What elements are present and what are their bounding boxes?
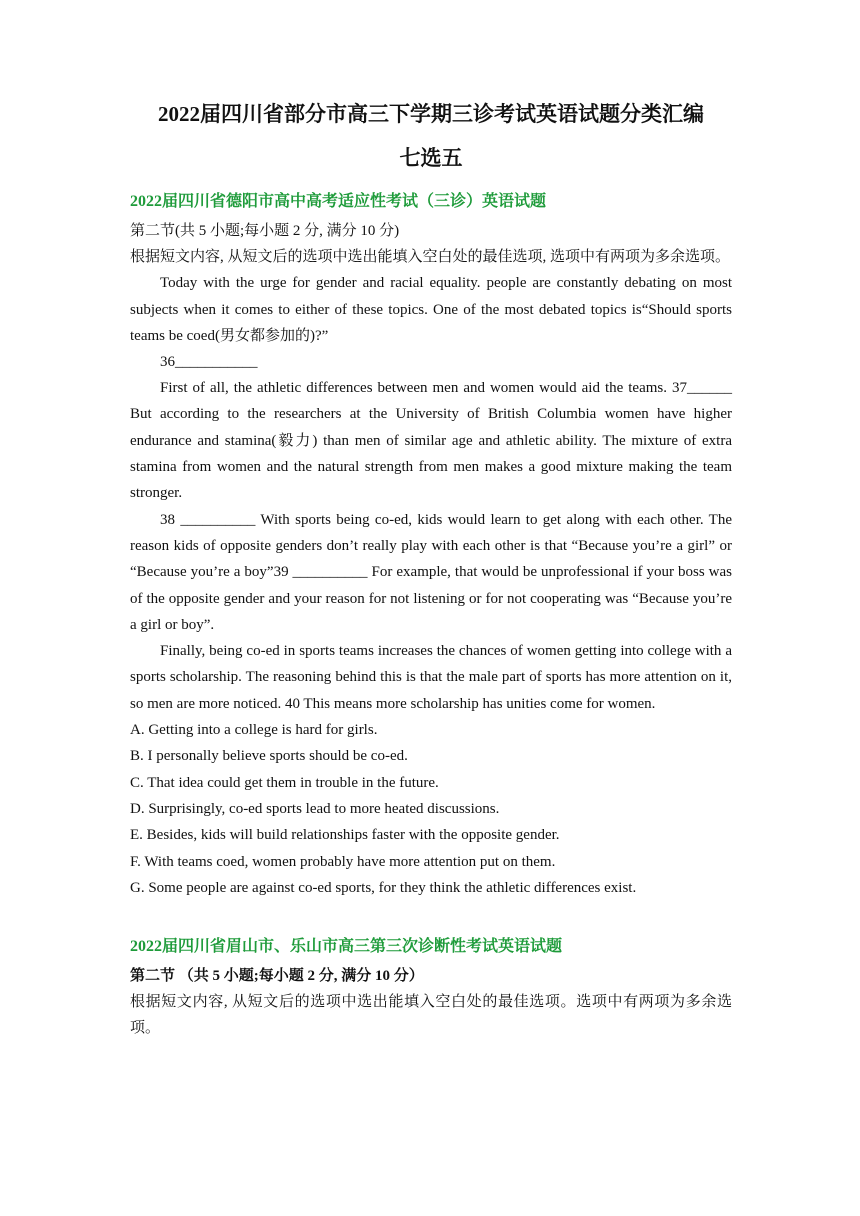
passage-paragraph: 38 __________ With sports being co-ed, kids would learn to get along with each other. The reason kids of opposite genders don’t really play with each other is that “Because you’re a girl” or “Because you’re a boy”39 __________ For example, that would be unprofessional if your boss was of the opposite gender and your reason for not listening or for not cooperating was “Because you’re a girl or boy”. xyxy=(130,511,732,633)
section-instruction: 根据短文内容, 从短文后的选项中选出能填入空白处的最佳选项。选项中有两项为多余选项。 xyxy=(130,994,732,1037)
option-f: F. With teams coed, women probably have more attention put on them. xyxy=(130,853,556,870)
option-g: G. Some people are against co-ed sports, for they think the athletic differences exist. xyxy=(130,879,637,896)
section-subheading: 第二节 （共 5 小题;每小题 2 分, 满分 10 分） xyxy=(130,968,424,985)
passage-blank-36: 36___________ xyxy=(160,354,258,371)
options-list xyxy=(130,717,732,901)
option-c: C. That idea could get them in trouble in the future. xyxy=(130,774,439,791)
document-title-line1: 2022届四川省部分市高三下学期三诊考试英语试题分类汇编 xyxy=(158,102,704,126)
option-b: B. I personally believe sports should be co-ed. xyxy=(130,748,408,765)
passage-paragraph: Finally, being co-ed in sports teams increases the chances of women getting into college with a sports scholarship. The reasoning behind this is that the male part of sports has more attention on it, so men are more noticed. 40 This means more scholarship has unities come for women. xyxy=(130,643,732,712)
option-a: A. Getting into a college is hard for girls. xyxy=(130,722,378,739)
document-page xyxy=(130,92,732,1042)
passage-paragraph: Today with the urge for gender and racial equality. people are constantly debating on most subjects when it comes to either of these topics. One of the most debated topics is“Should sports teams be coed(男女都参加的)?” xyxy=(130,275,732,344)
section-heading: 2022届四川省德阳市高中高考适应性考试（三诊）英语试题 xyxy=(130,193,547,210)
section-instruction: 根据短文内容, 从短文后的选项中选出能填入空白处的最佳选项, 选项中有两项为多余选项。 xyxy=(130,249,731,265)
option-e: E. Besides, kids will build relationships faster with the opposite gender. xyxy=(130,827,560,844)
section-heading: 2022届四川省眉山市、乐山市高三第三次诊断性考试英语试题 xyxy=(130,938,563,956)
section-meishan-leshan xyxy=(130,935,732,1042)
section-deyang xyxy=(130,190,732,901)
section-subheading: 第二节(共 5 小题;每小题 2 分, 满分 10 分) xyxy=(130,223,400,239)
section-spacer xyxy=(130,901,732,925)
option-d: D. Surprisingly, co-ed sports lead to more heated discussions. xyxy=(130,800,500,817)
passage-paragraph: First of all, the athletic differences between men and women would aid the teams. 37______ But according to the researchers at the University of British Columbia women have higher endurance and stamina(毅力) than men of similar age and athletic ability. The mixture of extra stamina from women and the natural strength from men makes a good mixture making the team stronger. xyxy=(130,380,732,502)
document-title-line2: 七选五 xyxy=(399,146,463,170)
